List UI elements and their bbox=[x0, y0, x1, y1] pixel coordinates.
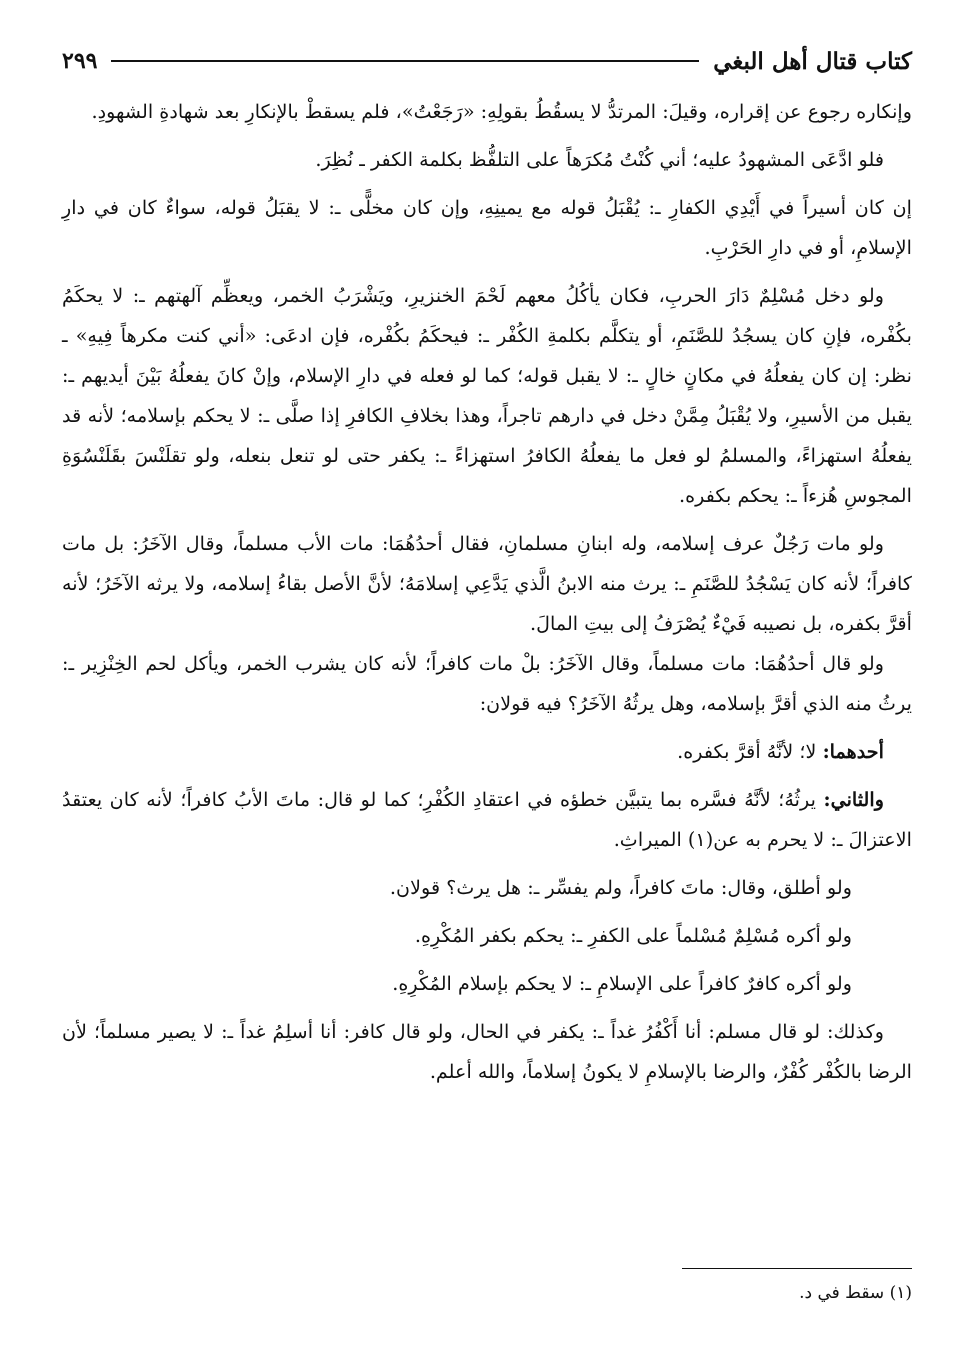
page-number: ٢٩٩ bbox=[62, 48, 98, 74]
body-text bbox=[62, 92, 912, 1092]
footnote: (١) سقط في د. bbox=[799, 1283, 912, 1303]
paragraph-4: ولو دخل مُسْلِمٌ دَارَ الحربِ، فكان يأكُلُ معهم لَحْمَ الخنزيرِ، ويَشْرَبُ الخمر، ويعظِّم آلهتهم ـ: لا يحكَمُ بكُفْره، فإنِ كان يسجُدُ للصَّنَمِ، أو يتكلَّم بكلمةِ الكُفْر ـ: فيحكَمُ بكُفْره، فإن ادعَى: «أني كنت مكرهاً فِيهِ» ـ نظر: إن كان يفعلُهُ في مكانٍ خالٍ ـ: لا يقبل قوله؛ كما لو فعله في دارِ الإسلام، وإنْ كانَ يفعلُهُ بَيْنَ أيديهم ـ: يقبل من الأسيرِ، ولا يُقْبَلُ مِمَّنْ دخل في دارهم تاجراً، وهذا بخلافِ الكافرِ إذا صلَّى ـ: لا يحكم بإسلامه؛ لأنه قد يفعلُهُ استهزاءً، والمسلمُ لو فعل ما يفعلُهُ الكافرُ استهزاءً ـ: يكفر حتى لو تنعل بنعله، ولو تقلَنْسَ بقَلَنْسُوَةِ المجوسِ هُزءاً ـ: يحكم بكفره. bbox=[62, 284, 912, 507]
paragraph-3: إن كان أسيراً في أَيْدِي الكفارِ ـ: يُقْبَلُ قوله مع يمينِهِ، وإن كان مخلًّى ـ: لا يقبَلُ قوله، سواءٌ كان في دارِ الإسلامِ، أو في دارِ الحَرْبِ. bbox=[62, 196, 912, 259]
paragraph-6: ولو قال أحدُهُمَا: مات مسلماً، وقال الآخَرُ: بلْ مات كافراً؛ لأنه كان يشرب الخمر، ويأكل لحم الخِنْزِير ـ: يرثُ منه الذي أقرَّ بإسلامه، وهل يرثُهُ الآخَرُ؟ فيه قولان: bbox=[62, 652, 912, 715]
paragraph-1: وإنكاره رجوع عن إقراره، وقيلَ: المرتدُّ لا يسقُطُ بقولِهِ: «رَجَعْتُ»، فلم يسقطْ بالإنكارِ بعد شهادةِ الشهودِ. bbox=[91, 100, 912, 123]
page bbox=[62, 40, 912, 1340]
paragraph-11: ولو أكره كافرٌ كافراً على الإسلامِ ـ: لا يحكم بإسلام المُكْرِهِ. bbox=[392, 972, 852, 995]
header-rule bbox=[111, 60, 699, 62]
paragraph-10: ولو أكره مُسْلِمٌ مُسْلماً على الكفرِ ـ: يحكم بكفر المُكْرِهِ. bbox=[414, 924, 852, 947]
paragraph-8 bbox=[62, 780, 912, 860]
paragraph-7 bbox=[62, 732, 912, 772]
first-opinion-label: أحدهما: bbox=[822, 740, 884, 763]
second-opinion-text: يرثُهُ؛ لأنَّهُ فسَّره بما يتبيَّن خطؤه في اعتقادِ الكُفْرِ؛ كما لو قال: ماتَ الأبُ كافراً؛ لأنه كان يعتقدُ الاعتزالَ ـ: لا يحرم به عن(١) الميراثِ. bbox=[62, 788, 912, 851]
first-opinion-text: لا؛ لأنَّهُ أقرَّ بكفره. bbox=[677, 740, 817, 763]
paragraph-12: وكذلك: لو قال مسلم: أنا أَكْفُرُ غداً ـ: يكفر في الحال، ولو قال كافر: أنا أسلِمُ غداً ـ: لا يصير مسلماً؛ لأن الرضا بالكُفْر كُفْرٌ، والرضا بالإسلامِ لا يكونُ إسلاماً، والله أعلم. bbox=[62, 1020, 912, 1083]
chapter-title: كتاب قتال أهل البغي bbox=[713, 47, 912, 75]
paragraph-5: ولو مات رَجُلٌ عرف إسلامه، وله ابنانِ مسلمانِ، فقال أحدُهُمَا: مات الأب مسلماً، وقال الآخَرُ: بل مات كافراً؛ لأنه كان يَسْجُدُ للصَّنَمِ ـ: يرث منه الابنُ الَّذي يَدَّعِي إسلامَهُ؛ لأنَّ الأصل بقاءُ إسلامه، ولا يرثه الآخَرُ؛ لأنه أقرَّ بكفره، بل نصيبه فَيْءٌ يُصْرَفُ إلى بيتِ المالَ. bbox=[62, 532, 912, 635]
second-opinion-label: والثاني: bbox=[823, 788, 884, 811]
paragraph-2: فلو ادَّعَى المشهودُ عليه؛ أني كُنْتُ مُكرَهاً على التلفُّظ بكلمة الكفر ـ نُظِرَ. bbox=[315, 148, 884, 171]
footnote-rule bbox=[682, 1268, 912, 1269]
running-header bbox=[62, 40, 912, 82]
paragraph-9: ولو أطلق، وقال: ماتَ كافراً، ولم يفسِّر ـ: هل يرث؟ قولان. bbox=[389, 876, 852, 899]
